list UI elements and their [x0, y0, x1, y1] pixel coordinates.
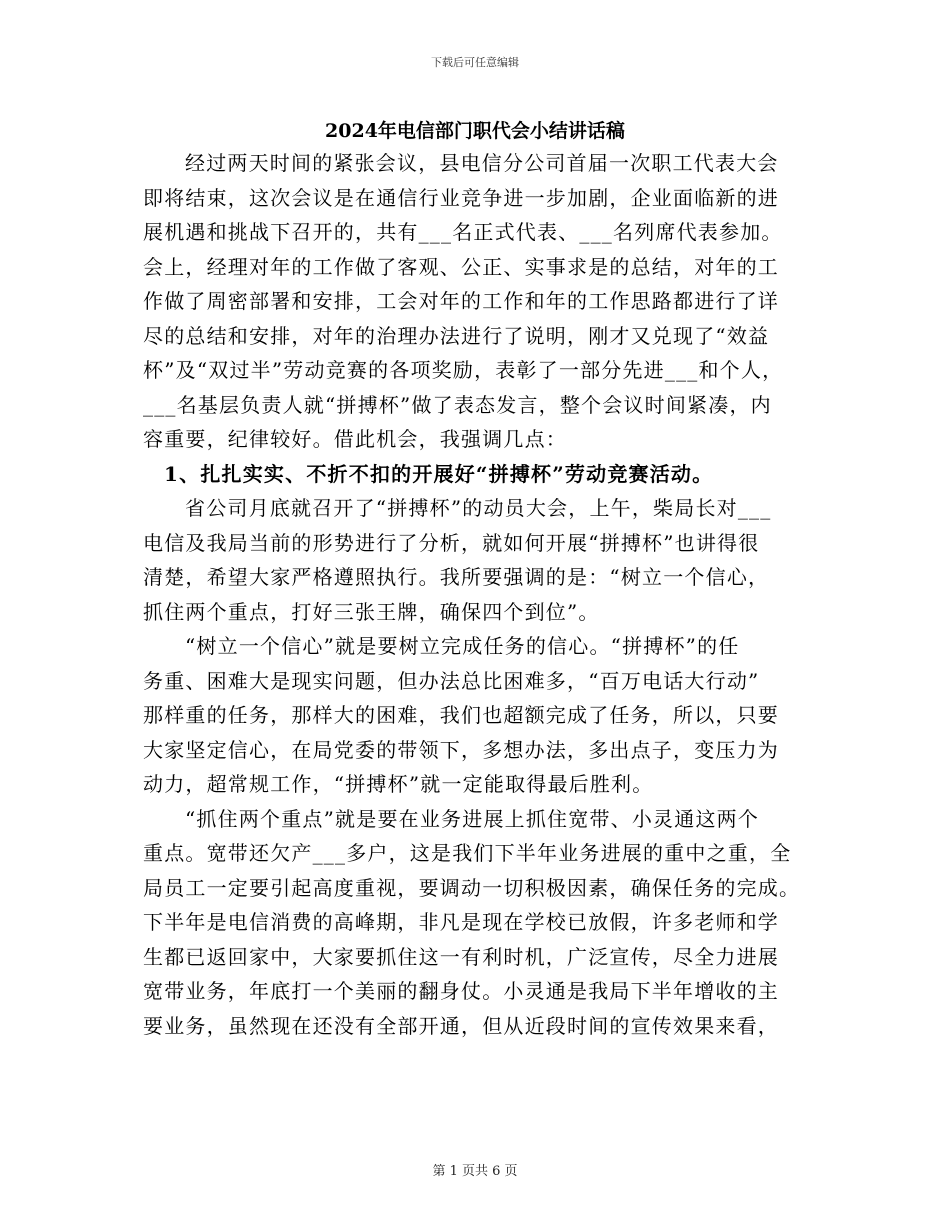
paragraph-line: 务重、困难大是现实问题，但办法总比困难多，“百万电话大行动”	[143, 668, 760, 693]
document-title: 2024年电信部门职代会小结讲话稿	[325, 120, 625, 142]
paragraph-line: 杯”及“双过半”劳动竞赛的各项奖励，表彰了一部分先进___和个人，	[143, 358, 784, 382]
paragraph-line: 作做了周密部署和安排，工会对年的工作和年的工作思路都进行了详	[143, 289, 779, 313]
paragraph-line: 下半年是电信消费的高峰期，非凡是现在学校已放假，许多老师和学	[143, 910, 779, 934]
paragraph-line: ___名基层负责人就“拼搏杯”做了表态发言，整个会议时间紧凑，内	[143, 392, 772, 417]
paragraph-line: 展机遇和挑战下召开的，共有___名正式代表、___名列席代表参加。	[143, 220, 783, 244]
paragraph-line: 尽的总结和安排，对年的治理办法进行了说明，刚才又兑现了“效益	[143, 323, 770, 348]
paragraph-line: 即将结束，这次会议是在通信行业竞争进一步加剧，企业面临新的进	[143, 185, 779, 210]
paragraph-line: 大家坚定信心，在局党委的带领下，多想办法，多出点子，变压力为	[143, 737, 779, 762]
paragraph-line: 重点。宽带还欠产___多户，这是我们下半年业务进展的重中之重，全	[143, 841, 792, 865]
paragraph-line: 容重要，纪律较好。借此机会，我强调几点：	[143, 427, 567, 451]
section-heading: 1、扎扎实实、不折不扣的开展好“拼搏杯”劳动竞赛活动。	[164, 461, 714, 486]
paragraph-line: 抓住两个重点，打好三张王牌，确保四个到位”。	[143, 599, 600, 624]
paragraph-line: 经过两天时间的紧张会议，县电信分公司首届一次职工代表大会	[185, 151, 779, 175]
paragraph-line: 省公司月底就召开了“拼搏杯”的动员大会，上午，柴局长对___	[185, 496, 772, 520]
paragraph-line: “树立一个信心”就是要树立完成任务的信心。“拼搏杯”的任	[185, 634, 740, 658]
header-note: 下载后可任意编辑	[431, 56, 519, 69]
paragraph-line: 要业务，虽然现在还没有全部开通，但从近段时间的宣传效果来看，	[143, 1013, 779, 1038]
paragraph-line: 局员工一定要引起高度重视，要调动一切积极因素，确保任务的完成。	[143, 875, 801, 900]
document-body	[143, 146, 807, 1043]
page-number: 第 1 页共 6 页	[432, 1164, 518, 1179]
paragraph-line: 会上，经理对年的工作做了客观、公正、实事求是的总结，对年的工	[143, 254, 779, 279]
paragraph-line: 电信及我局当前的形势进行了分析，就如何开展“拼搏杯”也讲得很	[143, 530, 760, 555]
paragraph-line: “抓住两个重点”就是要在业务进展上抓住宽带、小灵通这两个	[185, 806, 760, 831]
paragraph-line: 那样重的任务，那样大的困难，我们也超额完成了任务，所以，只要	[143, 703, 779, 727]
paragraph-line: 动力，超常规工作，“拼搏杯”就一定能取得最后胜利。	[143, 772, 654, 796]
paragraph-line: 清楚，希望大家严格遵照执行。我所要强调的是：“树立一个信心，	[143, 565, 770, 589]
paragraph-line: 宽带业务，年底打一个美丽的翻身仗。小灵通是我局下半年增收的主	[143, 979, 779, 1003]
paragraph-line: 生都已返回家中，大家要抓住这一有利时机，广泛宣传，尽全力进展	[143, 944, 779, 969]
